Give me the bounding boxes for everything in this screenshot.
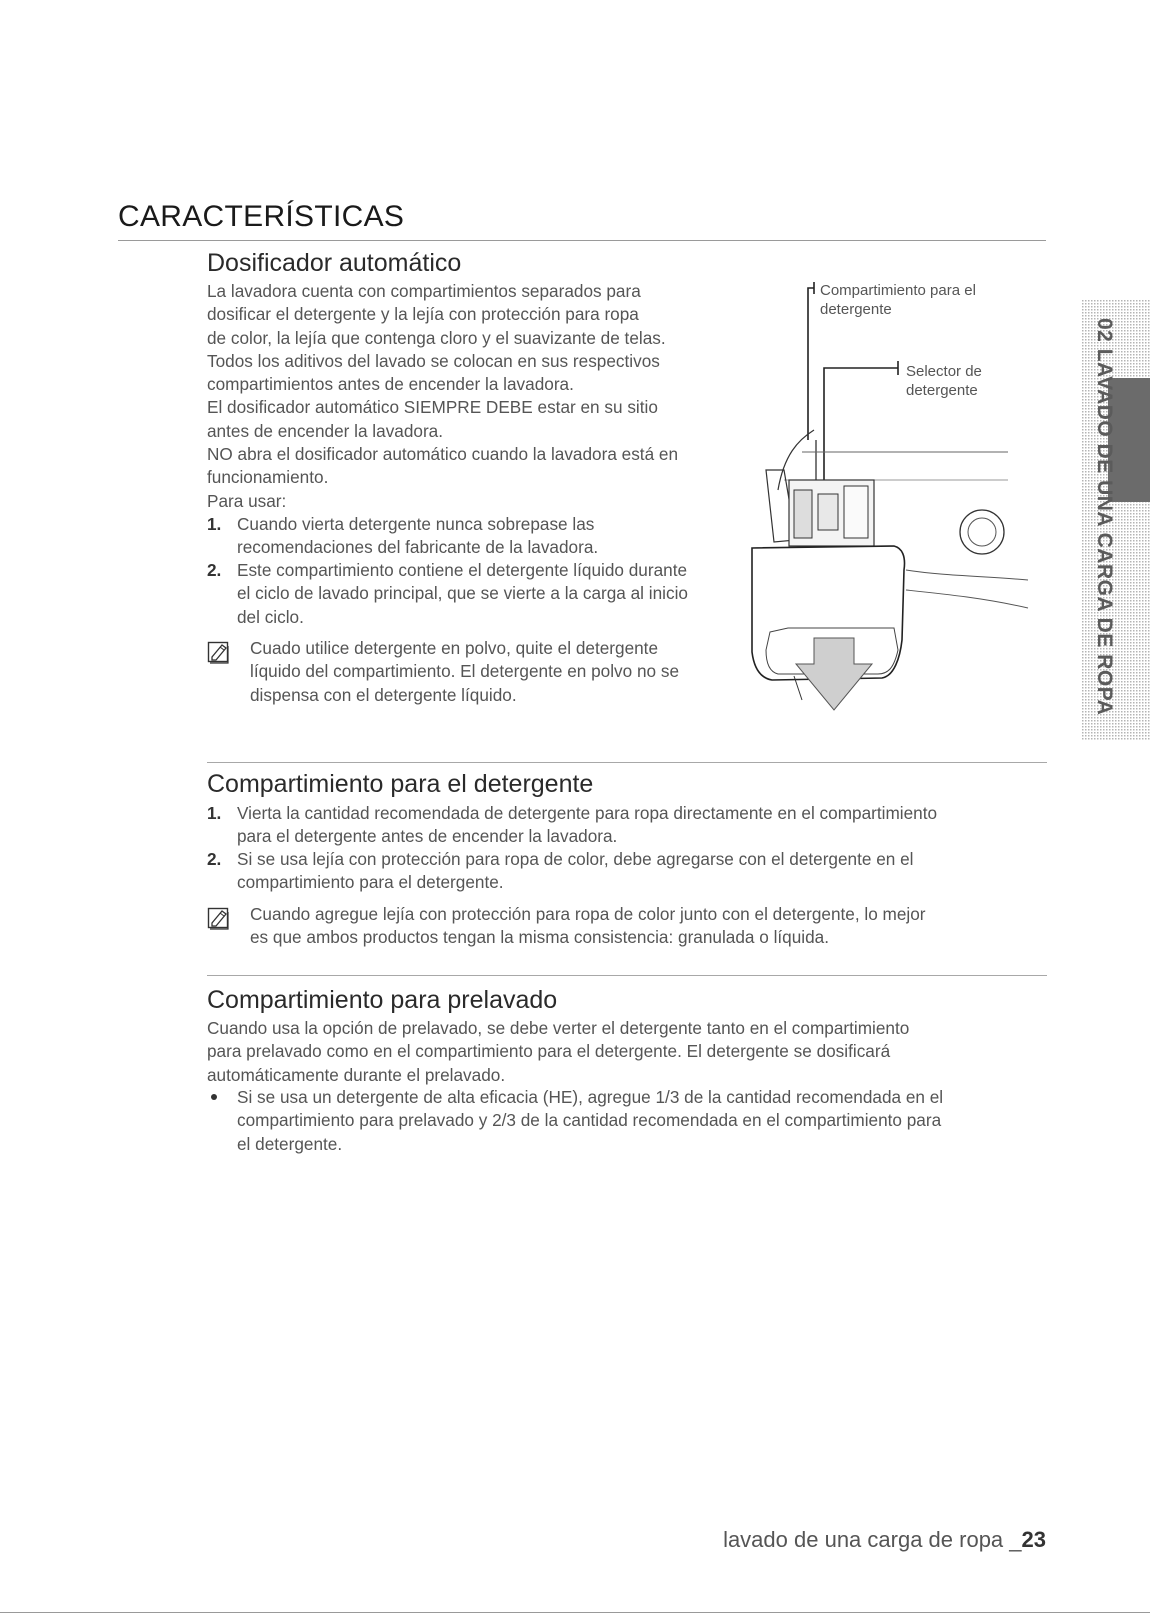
- text-line: antes de encender la lavadora.: [207, 420, 444, 441]
- prewash-heading: Compartimiento para prelavado: [207, 986, 558, 1014]
- text-line: compartimientos antes de encender la lavadora.: [207, 374, 574, 395]
- title-divider: [118, 240, 1046, 241]
- detergent-note: [207, 903, 1047, 950]
- step-number: 1.: [207, 514, 222, 534]
- text-line: para prelavado como en el compartimiento para el detergente. El detergente se dosificará: [207, 1041, 891, 1062]
- prewash-bullet: [207, 1086, 1047, 1156]
- step-number: 2.: [207, 849, 222, 869]
- text-line: Para usar:: [207, 490, 287, 511]
- step-number: 1.: [207, 803, 222, 823]
- section-divider: [207, 975, 1047, 976]
- dispenser-heading: Dosificador automático: [207, 249, 462, 277]
- step-number: 2.: [207, 560, 222, 580]
- text-line: Selector de: [906, 363, 982, 380]
- page-number: 23: [1021, 1527, 1046, 1552]
- bottom-divider: [0, 1612, 1150, 1613]
- text-line: El dosificador automático SIEMPRE DEBE estar en su sitio: [207, 397, 658, 418]
- text-line: es que ambos productos tengan la misma consistencia: granulada o líquida.: [250, 927, 829, 948]
- text-line: detergente: [906, 381, 978, 399]
- text-line: Si se usa un detergente de alta eficacia (HE), agregue 1/3 de la cantidad recomendada en el: [237, 1087, 944, 1107]
- page-footer: [723, 1527, 1046, 1553]
- text-line: Todos los aditivos del lavado se colocan en sus respectivos: [207, 350, 660, 371]
- dispenser-note: [207, 637, 747, 707]
- text-line: Este compartimiento contiene el detergente líquido durante: [237, 560, 688, 580]
- dispenser-step-1: [207, 513, 747, 560]
- callout-compartment: [820, 282, 976, 319]
- text-line: del ciclo.: [237, 606, 304, 627]
- text-line: automáticamente durante el prelavado.: [207, 1064, 506, 1085]
- text-line: Compartimiento para el: [820, 282, 976, 299]
- text-line: detergente: [820, 300, 892, 318]
- text-line: Cuado utilice detergente en polvo, quite el detergente: [250, 638, 659, 658]
- note-icon: [207, 641, 231, 665]
- dispenser-step-2: [207, 559, 747, 629]
- page-title: CARACTERÍSTICAS: [118, 200, 405, 233]
- text-line: funcionamiento.: [207, 467, 329, 488]
- detergent-heading: Compartimiento para el detergente: [207, 770, 594, 798]
- note-icon: [207, 907, 231, 931]
- text-line: La lavadora cuenta con compartimientos separados para: [207, 281, 641, 301]
- section-divider: [207, 762, 1047, 763]
- text-line: dispensa con el detergente líquido.: [250, 684, 517, 705]
- dispenser-intro: [207, 280, 747, 513]
- text-line: Cuando agregue lejía con protección para ropa de color junto con el detergente, lo mejor: [250, 904, 926, 924]
- text-line: Si se usa lejía con protección para ropa de color, debe agregarse con el detergente en el: [237, 849, 914, 869]
- text-line: compartimiento para el detergente.: [237, 872, 504, 893]
- text-line: Cuando vierta detergente nunca sobrepase las: [237, 514, 595, 534]
- text-line: Vierta la cantidad recomendada de detergente para ropa directamente en el compartimiento: [237, 803, 938, 823]
- text-line: compartimiento para prelavado y 2/3 de la cantidad recomendada en el compartimiento para: [237, 1110, 942, 1131]
- side-tab-label: 02 LAVADO DE UNA CARGA DE ROPA: [1093, 318, 1116, 716]
- text-line: NO abra el dosificador automático cuando la lavadora está en: [207, 444, 679, 465]
- dispenser-illustration: [744, 280, 1034, 720]
- bullet-icon: [211, 1094, 217, 1100]
- text-line: líquido del compartimiento. El detergente en polvo no se: [250, 661, 679, 682]
- prewash-intro: [207, 1017, 1047, 1087]
- footer-text: lavado de una carga de ropa _: [723, 1527, 1022, 1552]
- text-line: el detergente.: [237, 1133, 343, 1154]
- text-line: recomendaciones del fabricante de la lavadora.: [237, 537, 599, 558]
- detergent-step-2: [207, 848, 1047, 895]
- text-line: el ciclo de lavado principal, que se vierte a la carga al inicio: [237, 583, 688, 604]
- text-line: de color, la lejía que contenga cloro y el suavizante de telas.: [207, 327, 666, 348]
- callout-selector: [906, 363, 982, 400]
- text-line: Cuando usa la opción de prelavado, se debe verter el detergente tanto en el compartimiento: [207, 1018, 910, 1038]
- text-line: para el detergente antes de encender la lavadora.: [237, 826, 618, 847]
- text-line: dosificar el detergente y la lejía con protección para ropa: [207, 304, 639, 325]
- detergent-step-1: [207, 802, 1047, 849]
